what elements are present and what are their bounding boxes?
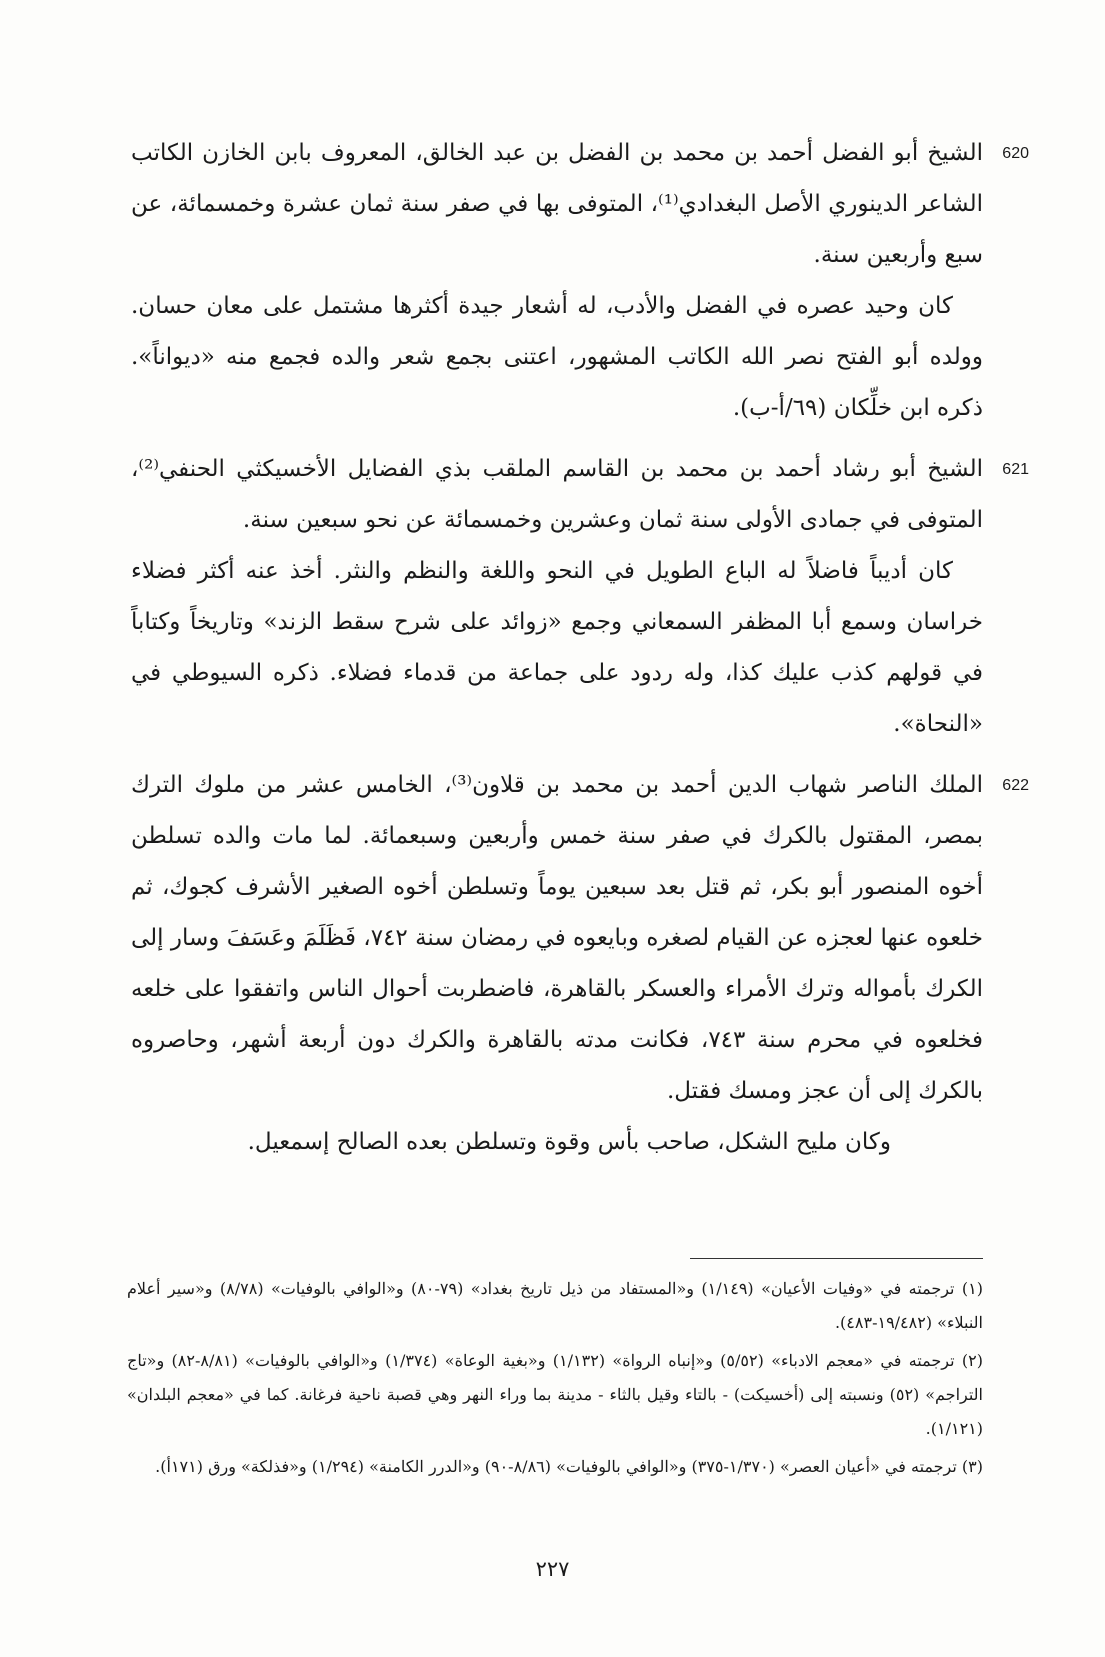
entry-number: 621	[1002, 461, 1029, 478]
entry-number: 622	[1002, 777, 1029, 794]
entry-622	[131, 760, 1029, 1168]
page-number: ٢٢٧	[535, 1557, 570, 1581]
footnote-separator	[690, 1258, 983, 1260]
entry-number: 620	[1002, 145, 1029, 162]
entry-622-heading	[131, 760, 1029, 1117]
footnote-1: (١) ترجمته في «وفيات الأعيان» (١/١٤٩) و«المستفاد من ذيل تاريخ بغداد» (٧٩-٨٠) و«الوافي بالوفيات» (٨/٧٨) و«سير أعلام النبلاء» (١٩/٤٨٢-٤٨٣).	[127, 1279, 984, 1332]
entry-621	[131, 444, 1029, 750]
entry-621-heading	[131, 444, 1029, 546]
main-text	[131, 128, 1029, 1178]
entry-622-text: الملك الناصر شهاب الدين أحمد بن محمد بن قلاون⁽³⁾، الخامس عشر من ملوك الترك بمصر، المقتول بالكرك في صفر سنة خمس وأربعين وسبعمائة. لما مات والده تسلطن أخوه المنصور أبو بكر، ثم قتل بعد سبعين يوماً وتسلطن أخوه الصغير الأشرف كجوك، ثم خلعوه عنها لعجزه عن القيام لصغره وبايعوه في رمضان سنة ٧٤٢، فَظَلَمَ وعَسَفَ وسار إلى الكرك بأمواله وترك الأمراء والعسكر بالقاهرة، فاضطربت أحوال الناس واتفقوا على خلعه فخلعوه في محرم سنة ٧٤٣، فكانت مدته بالقاهرة والكرك دون أربعة أشهر، وحاصروه بالكرك إلى أن عجز ومسك فقتل.	[131, 772, 984, 1104]
entry-620-heading	[131, 128, 1029, 281]
footnote-3: (٣) ترجمته في «أعيان العصر» (١/٣٧٠-٣٧٥) و«الوافي بالوفيات» (٨/٨٦-٩٠) و«الدرر الكامنة» (١/٢٩٤) و«فذلكة» ورق (١٧١أ).	[155, 1457, 983, 1476]
footnote-2: (٢) ترجمته في «معجم الادباء» (٥/٥٢) و«إنباه الرواة» (١/١٣٢) و«بغية الوعاة» (١/٣٧٤) و«الوافي بالوفيات» (٨/٨١-٨٢) و«تاج التراجم» (٥٢) ونسبته إلى (أخسيكت) - بالتاء وقيل بالثاء - مدينة بما وراء النهر وهي قصبة ناحية فرغانة. كما في «معجم البلدان» (١/١٢١).	[127, 1351, 984, 1438]
footnotes	[127, 1272, 983, 1488]
entry-620	[131, 128, 1029, 434]
entry-622-body: وكان مليح الشكل، صاحب بأس وقوة وتسلطن بعده الصالح إسمعيل.	[247, 1129, 891, 1155]
entry-621-body: كان أديباً فاضلاً له الباع الطويل في النحو واللغة والنظم والنثر. أخذ عنه أكثر فضلاء خراسان وسمع أبا المظفر السمعاني وجمع «زوائد على شرح سقط الزند» وتاريخاً وكتاباً في قولهم كذب عليك كذا، وله ردود على جماعة من قدماء فضلاء. ذكره السيوطي في «النحاة».	[131, 558, 983, 737]
entry-620-body: كان وحيد عصره في الفضل والأدب، له أشعار جيدة أكثرها مشتمل على معان حسان. وولده أبو الفتح نصر الله الكاتب المشهور، اعتنى بجمع شعر والده فجمع منه «ديواناً». ذكره ابن خلِّكان (٦٩/أ-ب).	[131, 293, 983, 421]
entry-620-text: الشيخ أبو الفضل أحمد بن محمد بن الفضل بن عبد الخالق، المعروف بابن الخازن الكاتب الشاعر الدينوري الأصل البغدادي⁽¹⁾، المتوفى بها في صفر سنة ثمان عشرة وخمسمائة، عن سبع وأربعين سنة.	[131, 140, 983, 268]
entry-621-text: الشيخ أبو رشاد أحمد بن محمد بن القاسم الملقب بذي الفضايل الأخسيكثي الحنفي⁽²⁾، المتوفى في جمادى الأولى سنة ثمان وعشرين وخمسمائة عن نحو سبعين سنة.	[131, 456, 983, 533]
